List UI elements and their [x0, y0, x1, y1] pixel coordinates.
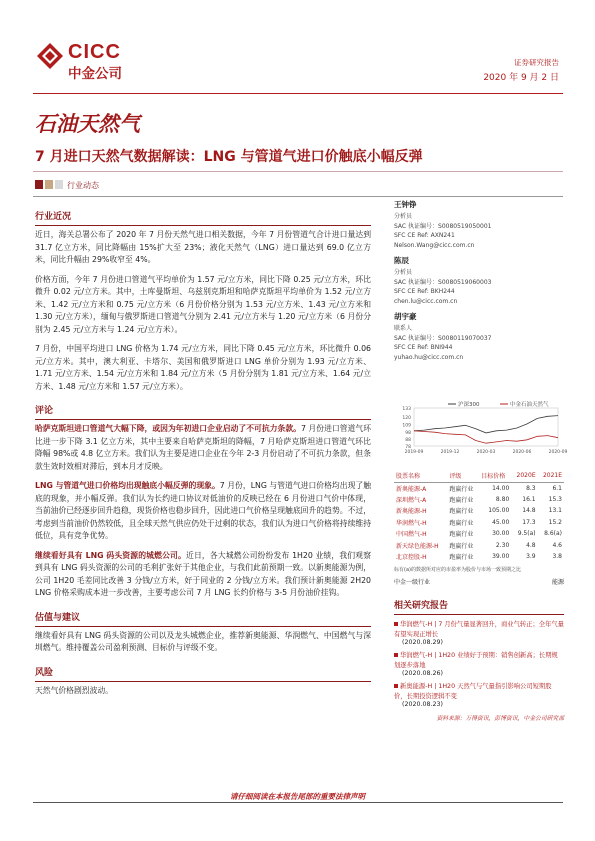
x-tick-label: 2019-09: [404, 450, 424, 455]
tag-swatch-2: [45, 180, 53, 189]
related-text[interactable]: 华润燃气-H | 1H20 业绩好于预期：销售创新高；长期规划逐步落地: [394, 652, 558, 669]
table-cell: 13.1: [548, 507, 562, 515]
report-date: 2020 年 9 月 2 日: [483, 73, 559, 83]
table-cell[interactable]: 新天绿色能源-H: [396, 542, 439, 550]
related-date: (2020.08.29): [402, 639, 443, 646]
section-divider: [33, 196, 563, 197]
analyst-card: [394, 199, 564, 250]
analyst-sac: SAC 执证编号：S0080119070037: [394, 334, 492, 342]
section-rule: [35, 626, 371, 627]
x-tick-label: 2020-09: [548, 450, 568, 455]
analyst-sfc: SFC CE Ref: BKH244: [394, 288, 455, 295]
sector-title: 石油天然气: [35, 111, 140, 136]
logo-text-cn: 中金公司: [68, 66, 122, 82]
analyst-email[interactable]: yuhao.hu@cicc.com.cn: [394, 353, 464, 361]
analyst-name: 王钟铮: [394, 200, 417, 209]
paragraph-lead: 继续看好具有 LNG 码头资源的城燃公司。: [35, 550, 186, 560]
analyst-role: 分析员: [394, 213, 413, 220]
paragraph-lead: LNG 与管道气进口价格均出现触底小幅反弹的现象。: [35, 481, 220, 490]
table-cell[interactable]: 北京控股-H: [396, 554, 427, 562]
table-header-row: [394, 470, 564, 482]
table-cell: 3.9: [526, 553, 536, 561]
table-note: 标有(a)的数据所对应的市盈率为股价与市场一致预期之比: [394, 566, 521, 573]
paragraph-body: 近日，各大城燃公司纷纷发布 1H20 业绩，我们观察到具有 LNG 码头资源的公司的毛利扩张好于其他企业，与我们此前预期一致。以新奥能源为例，公司 1H20 毛差同比改善 3 分钱/立方米，好于同业的 2 分钱/立方米。我们预计新奥能源 2H20 LNG 价格采购成本进一步改善，主要考虑公司 7 月 LNG 长约价格与 3-5 月份油价挂钩。: [35, 550, 372, 597]
table-cell: 跑赢行业: [449, 542, 474, 550]
table-row: [394, 482, 564, 494]
paragraph-lead: 哈萨克斯坦进口管道气大幅下降，或因为年初进口企业启动了不可抗力条款。: [35, 424, 301, 433]
table-cell: 跑赢行业: [449, 531, 474, 539]
table-header: 股票名称: [396, 473, 421, 481]
table-cell: 15.3: [548, 495, 562, 503]
y-tick-label: 109: [402, 423, 411, 429]
data-source: 资料来源：万得资讯，彭博资讯，中金公司研究部: [436, 716, 564, 722]
paragraph-valuation: 继续看好具有 LNG 码头资源的公司以及龙头城燃企业，推荐新奥能源、华润燃气、中国燃气与深圳燃气。维持覆盖公司盈利预测、目标价与评级不变。: [35, 630, 371, 652]
logo-text-en: CICC: [68, 41, 121, 63]
legend-label-index: 中金石油天然气: [510, 402, 549, 408]
paragraph-body: 7 月份进口管道气环比进一步下降 3.1 亿立方米，其中主要来自哈萨克斯坦的降幅，7 月哈萨克斯坦进口管道气环比降幅 98%或 4.8 亿立方米。我们认为主要是进口企业在今年 2-3 月份启动了不可抗力条款，但条款生效时效相对滞后，到本月才反映。: [35, 424, 371, 471]
table-cell: 39.00: [492, 553, 510, 561]
table-cell[interactable]: 新奥能源-H: [396, 508, 427, 516]
table-header: 目标价格: [481, 473, 506, 481]
table-cell[interactable]: 中国燃气-H: [396, 531, 427, 539]
paragraph-lng-price: 7 月份，中国平均进口 LNG 价格为 1.74 元/立方米，同比下降 0.45 元/立方米，环比微升 0.06 元/立方米。其中，澳大利亚、卡塔尔、美国和俄罗斯进口 LNG 单价分别为 1.93 元/立方米、1.71 元/立方米、1.54 元/立方米和 1.84 元/立方米（5 月份分别为 1.81 元/立方米、1.64 元/立方米、1.48 元/立方米和 1.57 元/立方米）。: [35, 344, 371, 391]
related-item[interactable]: [394, 651, 564, 677]
analyst-panel: [394, 199, 564, 362]
legend-label-stock: 沪深300: [458, 402, 480, 408]
performance-chart: [392, 400, 568, 460]
table-cell: 跑赢行业: [449, 496, 474, 504]
section-heading-comment: 评论: [35, 406, 54, 416]
related-item-title[interactable]: [394, 620, 564, 639]
analyst-name: 陈辰: [394, 256, 409, 265]
bullet-icon: [394, 684, 398, 688]
analyst-email[interactable]: chen.lu@cicc.com.cn: [394, 297, 458, 305]
x-tick-label: 2020-06: [512, 450, 532, 455]
table-cell: 4.6: [552, 541, 562, 549]
section-rule: [35, 681, 371, 682]
table-cell: 9.5(a): [517, 530, 536, 538]
tag-swatch-1: [35, 180, 43, 189]
paragraph-risk: 天然气价格剧烈波动。: [35, 685, 113, 695]
table-cell: 8.6(a): [544, 530, 562, 538]
section-heading-risk: 风险: [35, 667, 54, 678]
table-cell: 6.1: [552, 484, 562, 492]
paragraph-body: 7 月份，LNG 与管道气进口价格均出现了触底的现象，并小幅反弹。我们认为长约进口协议对低油价的反映已经在 6 月份进口气价中体现，当前油价已经逐步回升趋稳，现货价格也稳步回升，因此进口气价格呈现触底回升的趋势。不过，考虑到当前油价仍然较低，且全球天然气供应仍处于过剩的状态，我们认为进口气价格将持续维持低位，具有竞争优势。: [35, 481, 371, 540]
table-cell: 8.3: [526, 484, 536, 492]
paragraph-pipeline-price: 价格方面，今年 7 月份进口管道气平均单价为 1.57 元/立方米，同比下降 0.25 元/立方米，环比微升 0.02 元/立方米。其中，土库曼斯坦、乌兹别克斯坦和哈萨克斯坦平均单价为 1.52 元/立方米、1.42 元/立方米和 0.75 元/立方米（6 月份价格分别为 1.53 元/立方米、1.43 元/立方米和 1.30 元/立方米），缅甸与俄罗斯进口管道气分别为 2.41 元/立方米与 1.20 元/立方米（6 月份分别为 2.45 元/立方米与 1.24 元/立方米）。: [35, 274, 371, 334]
analyst-role: 分析员: [394, 269, 413, 276]
table-cell: 16.1: [522, 495, 536, 503]
bullet-icon: [394, 653, 398, 657]
series-line-0: [414, 416, 558, 433]
related-text[interactable]: 新奥能源-H | 1H20 天然气与气量指引影响公司短期股价，长期投资逻辑不变: [394, 683, 552, 700]
report-type: 证券研究报告: [514, 58, 559, 67]
table-cell: 跑赢行业: [449, 554, 474, 562]
table-header: 评级: [449, 473, 462, 481]
table-header: 2020E: [516, 472, 536, 480]
table-cell: 3.8: [552, 553, 562, 561]
table-cell: 8.80: [495, 495, 510, 503]
table-row: [394, 505, 564, 517]
table-cell: 14.00: [492, 484, 510, 492]
related-item-title[interactable]: [394, 651, 564, 670]
paragraph-kazakhstan: [35, 423, 371, 473]
analyst-card: [394, 311, 564, 362]
table-row: [394, 540, 564, 552]
y-tick-label: 120: [402, 415, 411, 421]
section-rule: [35, 419, 371, 420]
footer-divider: [33, 802, 563, 803]
table-cell[interactable]: 新奥能源-A: [396, 485, 427, 493]
analyst-sac: SAC 执证编号：S0080519060003: [394, 278, 492, 286]
related-heading: 相关研究报告: [394, 601, 449, 611]
related-date: (2020.08.26): [402, 670, 443, 677]
header-divider: [33, 93, 563, 94]
table-cell: 30.00: [492, 530, 510, 538]
table-cell: 17.3: [522, 518, 536, 526]
tag-swatch-3: [55, 180, 63, 189]
related-item[interactable]: [394, 620, 564, 646]
y-tick-label: 78: [405, 444, 411, 450]
table-cell: 14.8: [522, 507, 536, 515]
y-tick-label: 88: [405, 437, 411, 443]
y-tick-label: 98: [405, 430, 411, 436]
x-tick-label: 2019-12: [440, 450, 460, 455]
table-cell: 105.00: [488, 507, 510, 515]
analyst-role: 联系人: [394, 325, 413, 332]
table-cell: 跑赢行业: [449, 485, 474, 493]
table-row: [394, 528, 564, 540]
legal-disclaimer: 请仔细阅读在本报告尾部的重要法律声明: [230, 792, 365, 801]
related-item[interactable]: [394, 682, 564, 708]
analyst-sfc: SFC CE Ref: BNI944: [394, 344, 453, 351]
table-row: [394, 517, 564, 529]
analyst-card: [394, 255, 564, 306]
main-column: [35, 209, 371, 697]
table-cell: 跑赢行业: [449, 508, 474, 516]
paragraph-import-volume: 近日，海关总署公布了 2020 年 7 月份天然气进口相关数据，今年 7 月份管道气合计进口量达到 31.7 亿立方米，同比降幅由 15%扩大至 23%；液化天然气（LNG）进口量达到 69.0 亿立方米，同比升幅由 29%收窄至 4%。: [35, 230, 371, 264]
related-item-title[interactable]: [394, 682, 564, 701]
table-cell: 跑赢行业: [449, 519, 474, 527]
related-text[interactable]: 华润燃气-H | 7 月份气量显著回升，商业气转正；全年气量有望实现正增长: [394, 621, 564, 638]
related-date: (2020.08.23): [402, 701, 443, 708]
stock-table: [394, 470, 564, 563]
bullet-icon: [394, 622, 398, 626]
table-cell: 4.8: [526, 541, 536, 549]
analyst-name: 胡宇豪: [394, 312, 417, 321]
table-cell[interactable]: 深圳燃气-A: [396, 496, 427, 504]
table-footer: [394, 577, 564, 586]
table-row: [394, 494, 564, 506]
table-cell: 45.00: [492, 518, 510, 526]
title-divider: [33, 171, 563, 172]
report-title: 7 月进口天然气数据解读：LNG 与管道气进口价触底小幅反弹: [35, 149, 423, 165]
table-footer-right: 能源: [551, 578, 564, 586]
table-cell: 2.30: [495, 541, 510, 549]
table-cell: 15.2: [548, 518, 562, 526]
section-heading-valuation: 估值与建议: [35, 612, 81, 623]
chart-plot-area: [414, 408, 558, 446]
table-cell[interactable]: 华润燃气-H: [396, 519, 427, 527]
cicc-logo-icon: [36, 42, 64, 70]
section-rule: [394, 614, 564, 615]
paragraph-lng-terminal: [35, 550, 371, 600]
table-header: 2021E: [542, 472, 562, 480]
section-heading-status: 行业近况: [35, 212, 72, 222]
analyst-sfc: SFC CE Ref: AXN241: [394, 232, 455, 239]
table-row: [394, 551, 564, 563]
analyst-sac: SAC 执证编号：S0080519050001: [394, 222, 492, 230]
stock-table-wrapper: [394, 470, 564, 586]
x-tick-label: 2020-03: [476, 450, 496, 455]
table-footer-left: 中金一级行业: [394, 578, 431, 586]
related-research: [394, 598, 564, 722]
y-tick-label: 133: [402, 406, 411, 412]
paragraph-price-rebound: [35, 480, 371, 543]
report-tag: 行业动态: [67, 181, 99, 190]
analyst-email[interactable]: Nelson.Wang@cicc.com.cn: [394, 241, 475, 249]
section-rule: [35, 225, 371, 226]
